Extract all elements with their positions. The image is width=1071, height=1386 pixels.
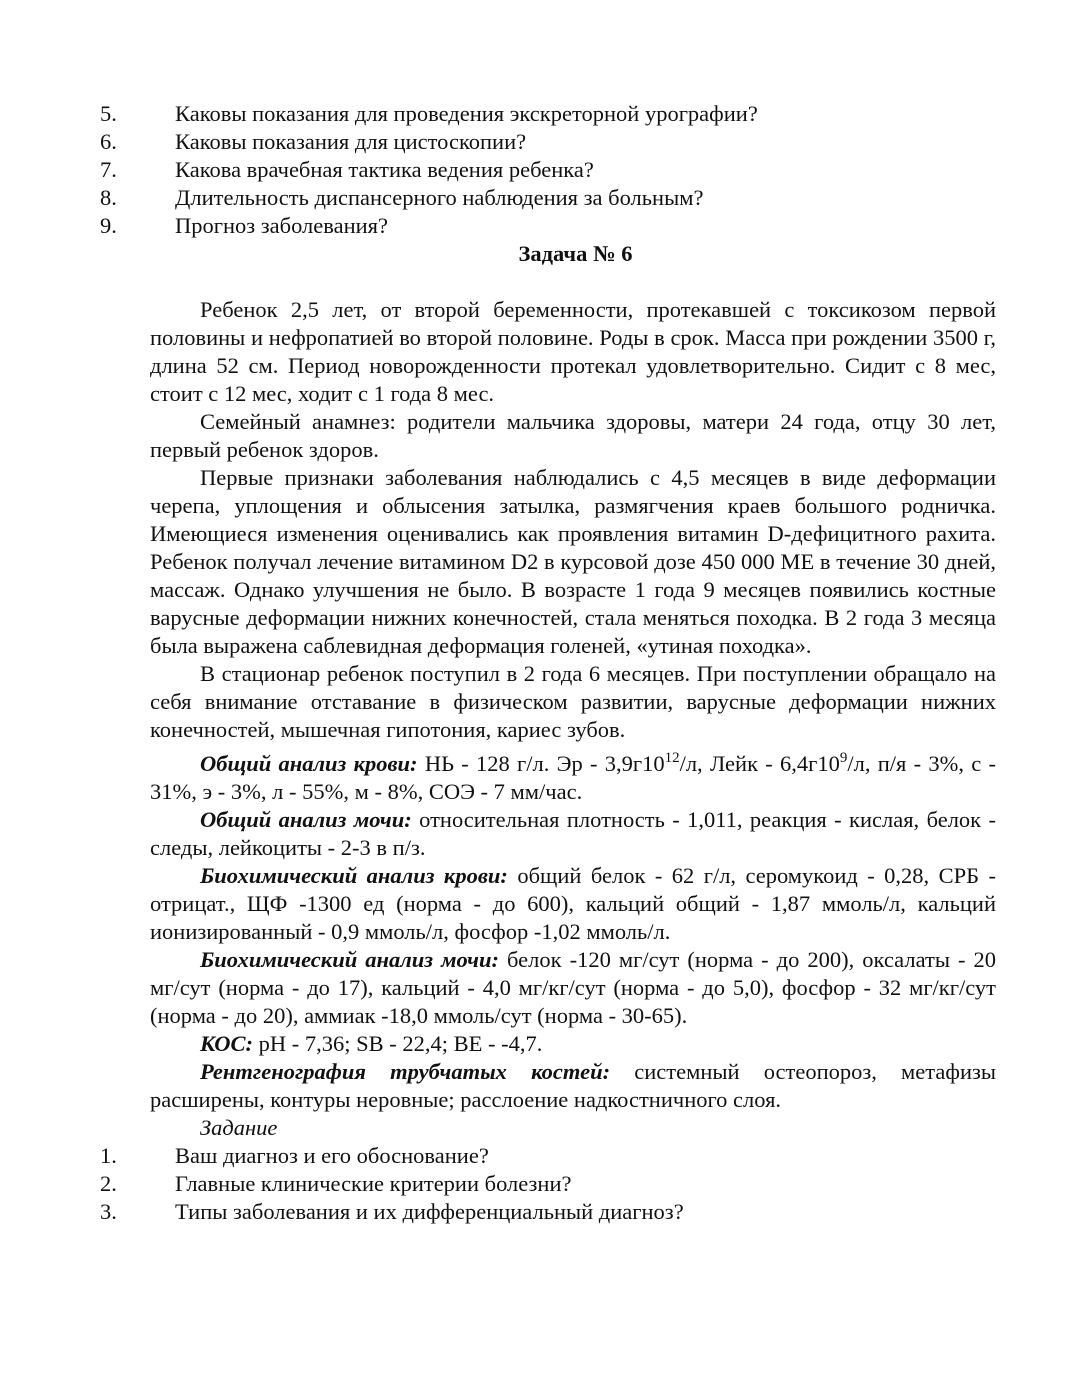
bio-blood-text: общий белок - 62 г/л, серомукоид - 0,28, СРБ - отрицат., ЩФ -1300 ед (норма - до 600), кальций общий - 1,87 ммоль/л, кальций ионизированный - 0,9 ммоль/л, фосфор -1,02 ммоль/л. [150,863,996,944]
list-item-number: 1. [100,1143,117,1168]
list-item-text: Каковы показания для проведения экскреторной урографии? [175,101,758,126]
list-item-text: Каковы показания для цистоскопии? [175,129,527,154]
list-item [0,100,1071,128]
xray-paragraph [150,1058,996,1114]
bio-urine-text: белок -120 мг/сут (норма - до 200), оксалаты - 20 мг/сут (норма - до 17), кальций - 4,0 мг/кг/сут (норма - до 5,0), фосфор - 32 мг/кг/сут (норма - до 20), аммиак -18,0 ммоль/сут (норма - 30-65). [150,947,996,1028]
list-item-number: 2. [100,1171,117,1196]
questions-list-bottom [0,1142,1071,1226]
list-item-text: Какова врачебная тактика ведения ребенка? [175,157,594,182]
disease-history-paragraph: Первые признаки заболевания наблюдались с 4,5 месяцев в виде деформации черепа, уплощения и облысения затылка, размягчения краев большого родничка. Имеющиеся изменения оценивались как проявления витамин D-дефицитного рахита. Ребенок получал лечение витамином D2 в курсовой дозе 450 000 МЕ в течение 30 дней, массаж. Однако улучшения не было. В возрасте 1 года 9 месяцев появились костные варусные деформации нижних конечностей, стала меняться походка. В 2 года 3 месяца была выражена саблевидная деформация голеней, «утиная походка». [150,465,996,658]
blood-test-text-3: /л, п/я - 3%, с - 31%, э - 3%, л - 55%, м - 8%, СОЭ - 7 мм/час. [150,751,997,804]
list-item-text: Главные клинические критерии болезни? [175,1171,572,1196]
family-history-paragraph: Семейный анамнез: родители мальчика здоровы, матери 24 года, отцу 30 лет, первый ребенок здоров. [150,409,996,462]
list-item [0,1142,1071,1170]
task-label: Задание [200,1115,278,1140]
kos-paragraph [150,1030,996,1058]
task-title: Задача № 6 [518,241,633,266]
list-item-text: Длительность диспансерного наблюдения за больным? [175,185,704,210]
list-item-text: Типы заболевания и их дифференциальный диагноз? [175,1199,684,1224]
urine-test-text: относительная плотность - 1,011, реакция - кислая, белок - следы, лейкоциты - 2-3 в п/з. [150,807,996,860]
blood-test-label: Общий анализ крови: [200,751,418,776]
xray-text: системный остеопороз, метафизы расширены, контуры неровные; расслоение надкостничного слоя. [150,1059,996,1112]
bio-urine-paragraph [150,946,996,1030]
list-item-number: 9. [100,213,117,238]
bio-urine-label: Биохимический анализ мочи: [200,947,499,972]
list-item [0,156,1071,184]
anamnesis-paragraph: Ребенок 2,5 лет, от второй беременности, протекавшей с токсикозом первой половины и нефропатией во второй половине. Роды в срок. Масса при рождении 3500 г, длина 52 см. Период новорожденности протекал удовлетворительно. Сидит с 8 мес, стоит с 12 мес, ходит с 1 года 8 мес. [150,297,996,406]
list-item [0,128,1071,156]
bio-blood-paragraph [150,862,996,946]
blood-test-text-2: /л, Лейк - 6,4г10 [679,751,840,776]
document-page [0,100,1071,1226]
list-item [0,1170,1071,1198]
urine-test-label: Общий анализ мочи: [200,807,412,832]
blood-test-paragraph [150,750,996,806]
list-item-number: 7. [100,157,117,182]
list-item-text: Прогноз заболевания? [175,213,389,238]
list-item [0,212,1071,240]
blood-test-exponent-2: 9 [839,750,848,766]
questions-list-top [0,100,1071,240]
xray-label: Рентгенография трубчатых костей: [200,1059,611,1084]
list-item [0,184,1071,212]
kos-text: pH - 7,36; SB - 22,4; BE - -4,7. [252,1031,543,1056]
bio-blood-label: Биохимический анализ крови: [200,863,508,888]
blood-test-exponent-1: 12 [664,750,680,766]
blood-test-text-1: НЬ - 128 г/л. Эр - 3,9г10 [417,751,665,776]
list-item-number: 5. [100,101,117,126]
list-item-number: 8. [100,185,117,210]
list-item-text: Ваш диагноз и его обоснование? [175,1143,489,1168]
list-item [0,1198,1071,1226]
list-item-number: 6. [100,129,117,154]
list-item-number: 3. [100,1199,117,1224]
urine-test-paragraph [150,806,996,862]
admission-paragraph: В стационар ребенок поступил в 2 года 6 месяцев. При поступлении обращало на себя внимание отставание в физическом развитии, варусные деформации нижних конечностей, мышечная гипотония, кариес зубов. [150,661,996,742]
kos-label: КОС: [200,1031,253,1056]
spacer [0,268,1071,296]
